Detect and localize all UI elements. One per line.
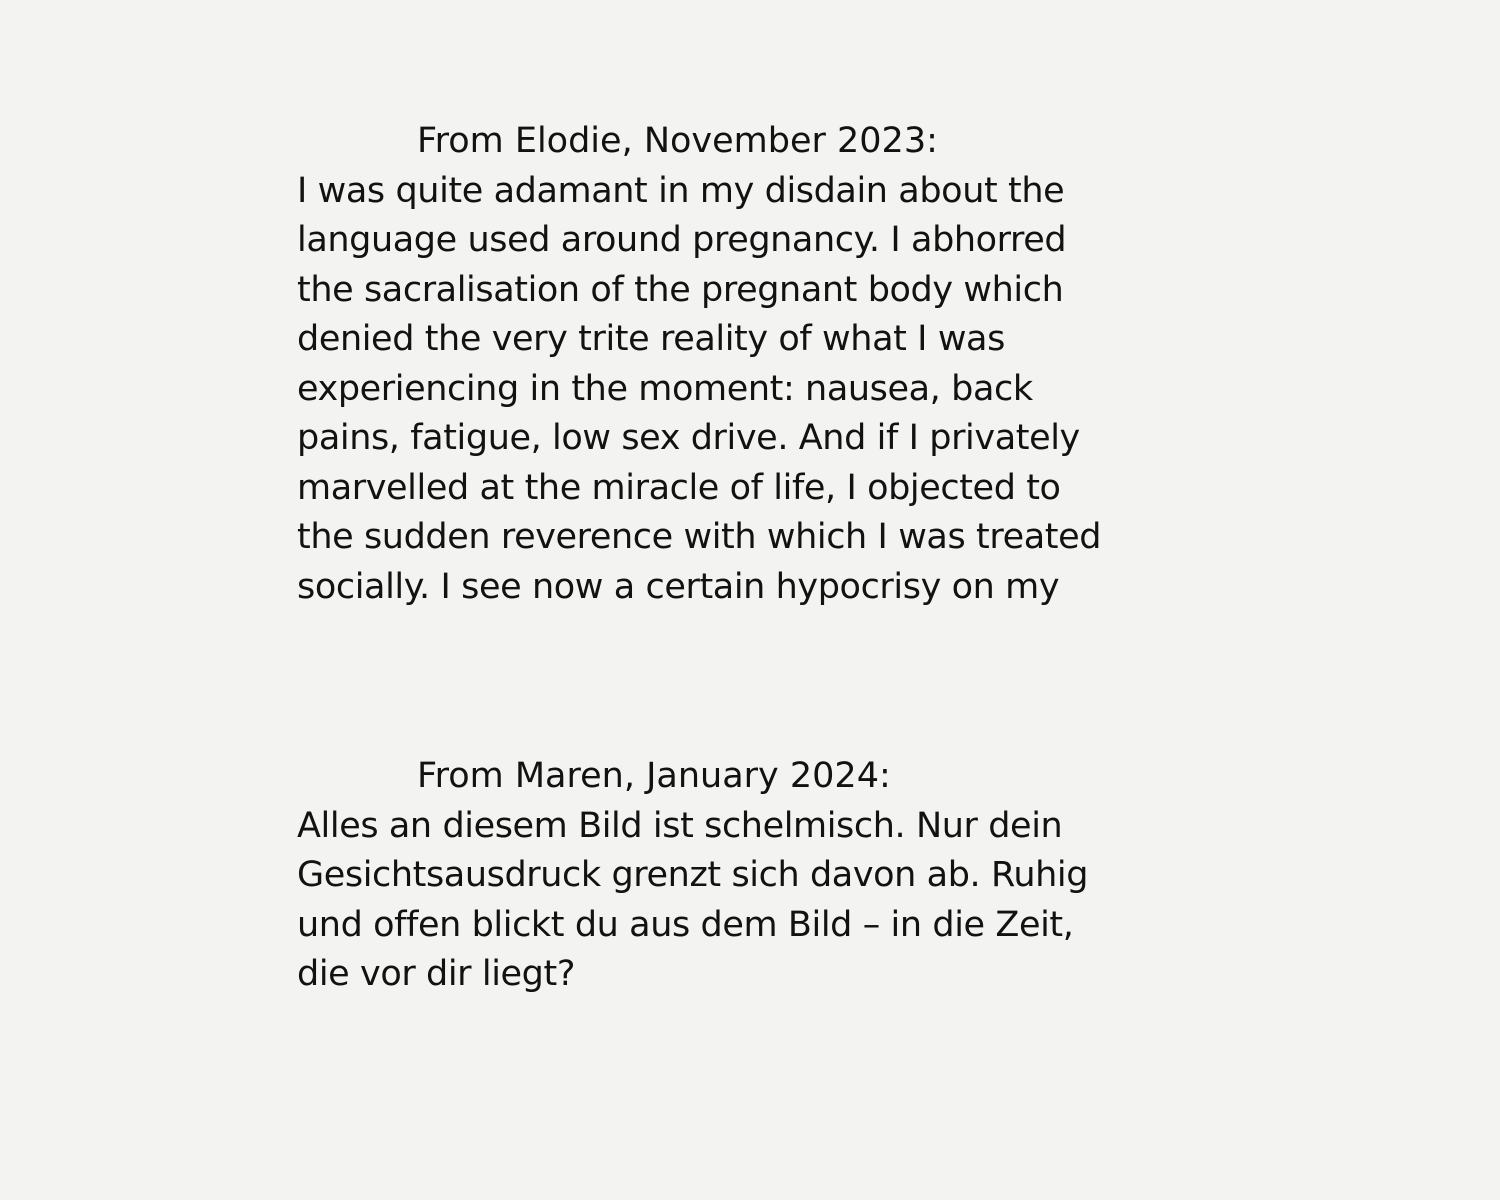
letter-line: the sudden reverence with which I was treated [297, 517, 1102, 557]
letter-line: socially. I see now a certain hypocrisy on my [297, 566, 1060, 607]
letter-maren [297, 752, 1237, 1000]
letter-heading: From Elodie, November 2023: [417, 121, 938, 161]
letter-line: pains, fatigue, low sex drive. And if I privately [297, 418, 1080, 458]
letter-body [297, 802, 1237, 1000]
letter-line: die vor dir liegt? [297, 954, 575, 994]
letter-line: experiencing in the moment: nausea, back [297, 368, 1033, 409]
letter-heading: From Maren, January 2024: [417, 756, 891, 796]
letter-line: marvelled at the miracle of life, I objected to [297, 467, 1061, 508]
letter-line: language used around pregnancy. I abhorred [297, 220, 1067, 260]
letter-line: denied the very trite reality of what I was [297, 319, 1005, 359]
letter-line: Gesichtsausdruck grenzt sich davon ab. Ruhig [297, 855, 1089, 895]
letter-line: Alles an diesem Bild ist schelmisch. Nur dein [297, 805, 1063, 846]
letter-line: I was quite adamant in my disdain about the [297, 170, 1065, 211]
letter-line: the sacralisation of the pregnant body which [297, 269, 1064, 310]
letter-line: und offen blickt du aus dem Bild – in die Zeit, [297, 904, 1074, 945]
letter-elodie [297, 117, 1237, 612]
letter-body [297, 167, 1237, 613]
